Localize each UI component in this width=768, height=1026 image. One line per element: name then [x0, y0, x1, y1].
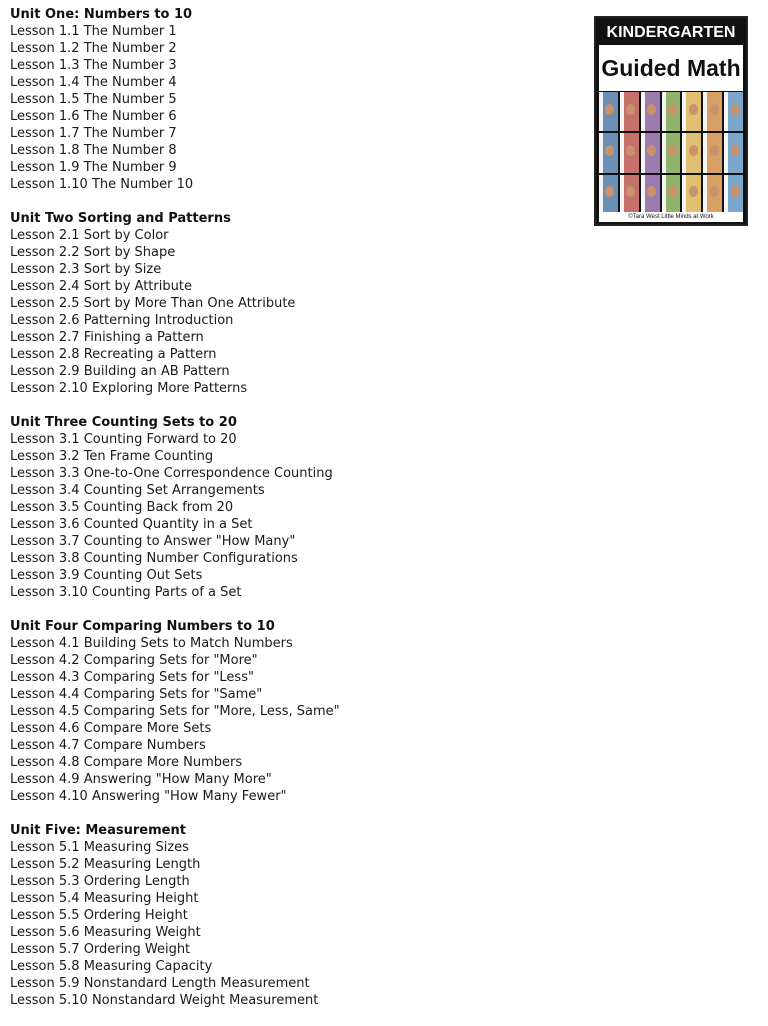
lesson-item: Lesson 1.6 The Number 6 [10, 109, 177, 124]
unit-section [10, 6, 570, 193]
unit-title: Unit Five: Measurement [10, 823, 186, 838]
lesson-item: Lesson 1.2 The Number 2 [10, 41, 177, 56]
lesson-item: Lesson 2.4 Sort by Attribute [10, 279, 192, 294]
cover-photo-tile [724, 175, 743, 214]
cover-photo-tile [724, 92, 743, 131]
cover-photo-tile [599, 133, 618, 172]
cover-photo-tile [682, 175, 701, 214]
lesson-item: Lesson 3.6 Counted Quantity in a Set [10, 517, 253, 532]
unit-title: Unit Two Sorting and Patterns [10, 211, 231, 226]
unit-section [10, 822, 570, 1009]
lesson-item: Lesson 4.6 Compare More Sets [10, 721, 212, 736]
lesson-item: Lesson 4.9 Answering "How Many More" [10, 772, 272, 787]
lesson-item: Lesson 5.8 Measuring Capacity [10, 959, 213, 974]
cover-photo-tile [662, 92, 681, 131]
cover-photo-tile [703, 175, 722, 214]
lesson-item: Lesson 3.3 One-to-One Correspondence Counting [10, 466, 333, 481]
cover-photo-tile [641, 175, 660, 214]
cover-photo-tile [620, 133, 639, 172]
lesson-item: Lesson 1.7 The Number 7 [10, 126, 177, 141]
lesson-item: Lesson 3.8 Counting Number Configurations [10, 551, 298, 566]
lesson-item: Lesson 4.2 Comparing Sets for "More" [10, 653, 258, 668]
lesson-item: Lesson 3.1 Counting Forward to 20 [10, 432, 237, 447]
unit-section [10, 210, 570, 397]
unit-title: Unit Four Comparing Numbers to 10 [10, 619, 275, 634]
lesson-item: Lesson 2.5 Sort by More Than One Attribute [10, 296, 296, 311]
cover-photo-tile [662, 175, 681, 214]
lesson-item: Lesson 1.4 The Number 4 [10, 75, 177, 90]
lesson-item: Lesson 4.7 Compare Numbers [10, 738, 206, 753]
cover-photo-tile [682, 133, 701, 172]
lesson-item: Lesson 1.10 The Number 10 [10, 177, 194, 192]
lesson-item: Lesson 2.7 Finishing a Pattern [10, 330, 204, 345]
lesson-item: Lesson 5.1 Measuring Sizes [10, 840, 189, 855]
lesson-item: Lesson 2.2 Sort by Shape [10, 245, 176, 260]
lesson-item: Lesson 4.5 Comparing Sets for "More, Less, Same" [10, 704, 340, 719]
book-cover-image [594, 16, 748, 226]
lesson-item: Lesson 5.7 Ordering Weight [10, 942, 191, 957]
lesson-item: Lesson 4.8 Compare More Numbers [10, 755, 243, 770]
lesson-item: Lesson 2.9 Building an AB Pattern [10, 364, 230, 379]
cover-photo-tile [682, 92, 701, 131]
cover-photo-tile [703, 133, 722, 172]
lesson-item: Lesson 1.1 The Number 1 [10, 24, 177, 39]
cover-title: KINDERGARTEN [599, 21, 743, 45]
lesson-item: Lesson 2.3 Sort by Size [10, 262, 162, 277]
cover-photo-tile [620, 92, 639, 131]
lesson-item: Lesson 2.10 Exploring More Patterns [10, 381, 248, 396]
lesson-item: Lesson 5.9 Nonstandard Length Measurement [10, 976, 310, 991]
cover-photo-tile [599, 175, 618, 214]
lesson-item: Lesson 1.8 The Number 8 [10, 143, 177, 158]
lesson-item: Lesson 3.9 Counting Out Sets [10, 568, 203, 583]
unit-title: Unit One: Numbers to 10 [10, 7, 193, 22]
cover-photo-tile [641, 133, 660, 172]
cover-photo-tile [724, 133, 743, 172]
lesson-item: Lesson 1.9 The Number 9 [10, 160, 177, 175]
cover-photo-tile [662, 133, 681, 172]
lesson-item: Lesson 3.10 Counting Parts of a Set [10, 585, 242, 600]
lesson-item: Lesson 3.5 Counting Back from 20 [10, 500, 234, 515]
lesson-item: Lesson 1.5 The Number 5 [10, 92, 177, 107]
lesson-item: Lesson 4.3 Comparing Sets for "Less" [10, 670, 254, 685]
lesson-item: Lesson 4.1 Building Sets to Match Numbers [10, 636, 293, 651]
cover-photo-grid [599, 92, 743, 214]
lesson-item: Lesson 5.2 Measuring Length [10, 857, 201, 872]
unit-section [10, 618, 570, 805]
lesson-item: Lesson 4.10 Answering "How Many Fewer" [10, 789, 287, 804]
cover-photo-tile [703, 92, 722, 131]
lesson-item: Lesson 3.2 Ten Frame Counting [10, 449, 214, 464]
cover-photo-tile [641, 92, 660, 131]
lesson-item: Lesson 5.6 Measuring Weight [10, 925, 201, 940]
cover-photo-tile [620, 175, 639, 214]
curriculum-list [10, 6, 570, 1026]
lesson-item: Lesson 4.4 Comparing Sets for "Same" [10, 687, 263, 702]
cover-footer: ©Tara West Little Minds at Work [599, 212, 743, 222]
lesson-item: Lesson 2.8 Recreating a Pattern [10, 347, 217, 362]
unit-section [10, 414, 570, 601]
lesson-item: Lesson 3.7 Counting to Answer "How Many" [10, 534, 296, 549]
lesson-item: Lesson 5.5 Ordering Height [10, 908, 188, 923]
cover-subtitle: Guided Math [599, 45, 743, 91]
lesson-item: Lesson 1.3 The Number 3 [10, 58, 177, 73]
lesson-item: Lesson 5.4 Measuring Height [10, 891, 199, 906]
lesson-item: Lesson 2.6 Patterning Introduction [10, 313, 234, 328]
lesson-item: Lesson 5.10 Nonstandard Weight Measurement [10, 993, 319, 1008]
unit-title: Unit Three Counting Sets to 20 [10, 415, 237, 430]
lesson-item: Lesson 5.3 Ordering Length [10, 874, 190, 889]
lesson-item: Lesson 2.1 Sort by Color [10, 228, 169, 243]
lesson-item: Lesson 3.4 Counting Set Arrangements [10, 483, 265, 498]
cover-photo-tile [599, 92, 618, 131]
